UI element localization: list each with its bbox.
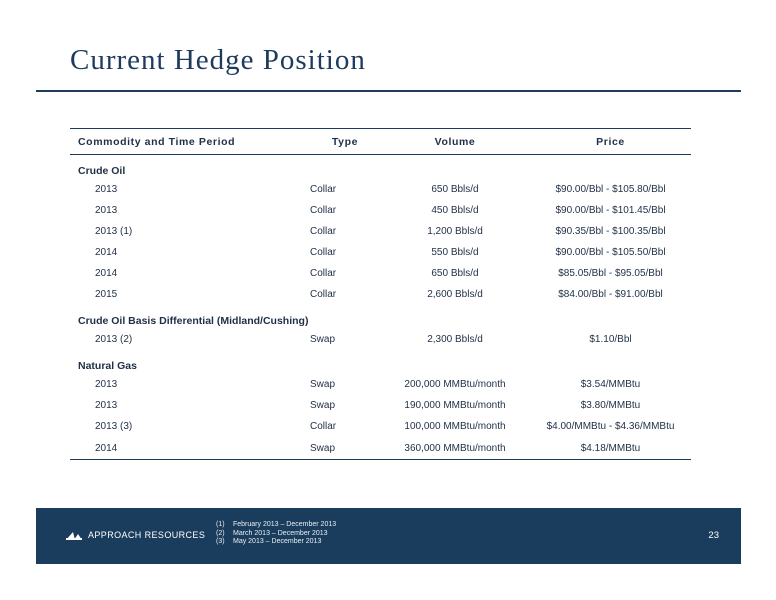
price-cell: $1.10/Bbl: [589, 334, 632, 345]
type-cell: Swap: [310, 400, 336, 411]
section-row: [70, 305, 691, 329]
period-cell: 2013: [95, 205, 118, 216]
volume-cell: 100,000 MMBtu/month: [404, 421, 506, 432]
period-cell: 2015: [95, 289, 118, 300]
footnote-item: [216, 538, 336, 547]
volume-cell: 450 Bbls/d: [431, 205, 479, 216]
period-cell: 2013 (3): [95, 421, 133, 432]
footnotes: [216, 521, 336, 547]
type-cell: Collar: [310, 289, 337, 300]
footnote-text: March 2013 – December 2013: [233, 529, 328, 537]
price-cell: $4.00/MMBtu - $4.36/MMBtu: [546, 421, 675, 432]
hedge-table: [70, 128, 691, 460]
price-cell: $90.00/Bbl - $101.45/Bbl: [555, 205, 666, 216]
price-cell: $90.00/Bbl - $105.50/Bbl: [555, 247, 666, 258]
table-row: [70, 395, 691, 416]
price-cell: $85.05/Bbl - $95.05/Bbl: [558, 268, 663, 279]
price-cell: $84.00/Bbl - $91.00/Bbl: [558, 289, 663, 300]
footnote-item: [216, 521, 336, 530]
table-row: [70, 179, 691, 200]
logo-text: APPROACH RESOURCES: [88, 530, 206, 540]
header-commodity: Commodity and Time Period: [70, 129, 310, 155]
price-cell: $3.80/MMBtu: [580, 400, 641, 411]
table-row: [70, 242, 691, 263]
table-row: [70, 284, 691, 305]
table-row: [70, 263, 691, 284]
table-row: [70, 329, 691, 350]
period-cell: 2013: [95, 379, 118, 390]
price-cell: $90.35/Bbl - $100.35/Bbl: [555, 226, 666, 237]
volume-cell: 2,300 Bbls/d: [427, 334, 483, 345]
footnote-number: (3): [216, 538, 225, 545]
type-cell: Collar: [310, 247, 337, 258]
page-number: 23: [708, 530, 719, 541]
footnote-number: (2): [216, 529, 225, 537]
volume-cell: 1,200 Bbls/d: [427, 226, 483, 237]
table-row: [70, 200, 691, 221]
company-logo: [66, 530, 205, 540]
header-volume: Volume: [380, 129, 530, 155]
period-cell: 2013 (1): [95, 226, 133, 237]
section-title: Crude Oil: [78, 165, 126, 177]
period-cell: 2014: [95, 247, 118, 258]
volume-cell: 2,600 Bbls/d: [427, 289, 483, 300]
table-header-row: [70, 129, 691, 155]
price-cell: $90.00/Bbl - $105.80/Bbl: [555, 184, 666, 195]
period-cell: 2014: [70, 437, 310, 460]
header-price: Price: [530, 129, 691, 155]
table-row: [70, 221, 691, 242]
volume-cell: 190,000 MMBtu/month: [404, 400, 506, 411]
type-cell: Collar: [310, 268, 337, 279]
header-type: Type: [310, 129, 380, 155]
table-row: [70, 374, 691, 395]
price-cell: $3.54/MMBtu: [580, 379, 641, 390]
table-row: [70, 437, 691, 460]
period-cell: 2013: [95, 400, 118, 411]
type-cell: Collar: [310, 421, 337, 432]
footer-bar: [36, 508, 741, 564]
volume-cell: 200,000 MMBtu/month: [404, 379, 506, 390]
type-cell: Swap: [310, 379, 336, 390]
period-cell: 2014: [95, 268, 118, 279]
volume-cell: 650 Bbls/d: [431, 184, 479, 195]
type-cell: Swap: [310, 437, 380, 460]
footnote-text: May 2013 – December 2013: [233, 538, 322, 545]
footnote-text: February 2013 – December 2013: [233, 521, 337, 528]
type-cell: Swap: [310, 334, 336, 345]
period-cell: 2013: [95, 184, 118, 195]
period-cell: 2013 (2): [95, 334, 133, 345]
volume-cell: 360,000 MMBtu/month: [380, 437, 530, 460]
type-cell: Collar: [310, 226, 337, 237]
section-row: [70, 350, 691, 374]
section-title: Crude Oil Basis Differential (Midland/Cushing): [78, 315, 309, 327]
volume-cell: 650 Bbls/d: [431, 268, 479, 279]
price-cell: $4.18/MMBtu: [530, 437, 691, 460]
section-title: Natural Gas: [78, 360, 137, 372]
section-row: [70, 155, 691, 180]
volume-cell: 550 Bbls/d: [431, 247, 479, 258]
logo-mark-icon: [66, 530, 82, 540]
footnote-number: (1): [216, 521, 225, 528]
title-divider: [36, 90, 741, 92]
footnote-item: [216, 530, 336, 539]
table-row: [70, 416, 691, 437]
table-body: [70, 155, 691, 460]
type-cell: Collar: [310, 184, 337, 195]
type-cell: Collar: [310, 205, 337, 216]
page-title: Current Hedge Position: [70, 44, 366, 76]
